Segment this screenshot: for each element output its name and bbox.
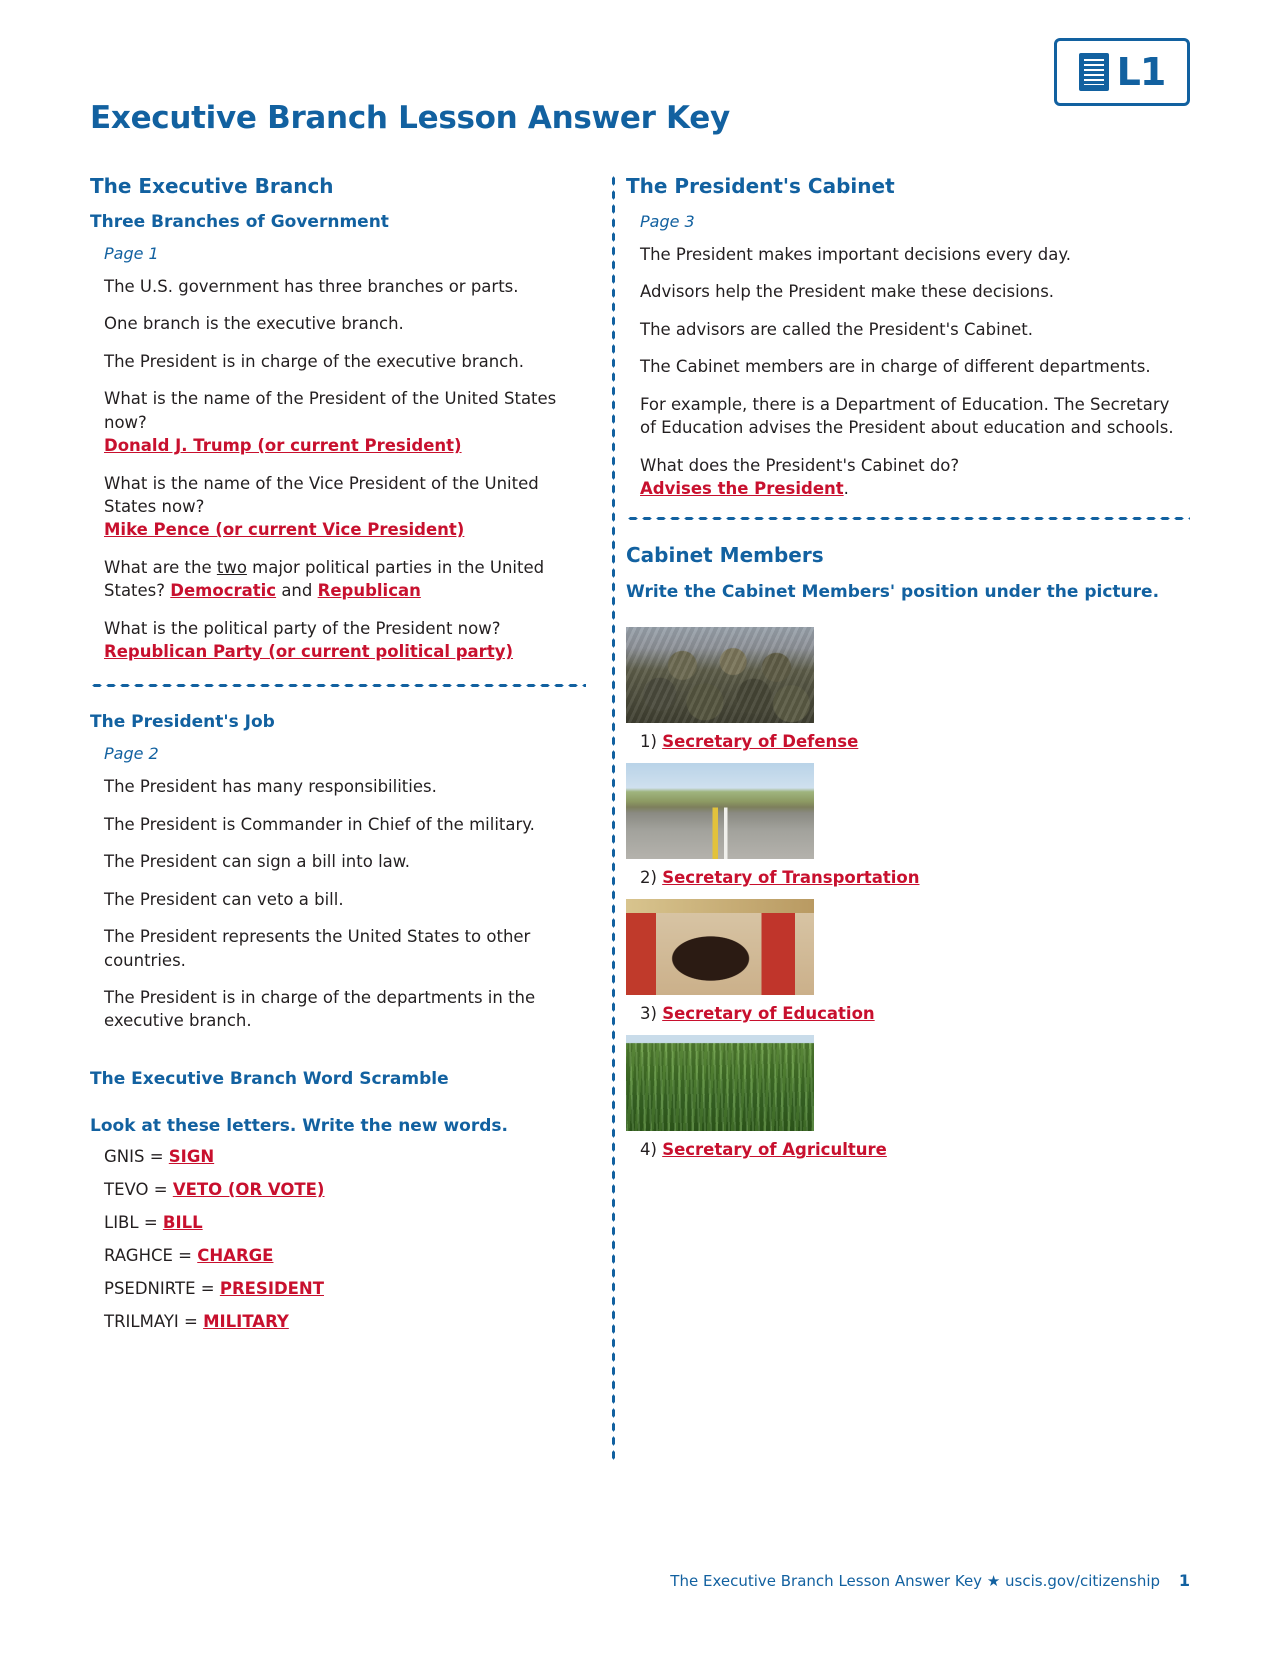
subsection-heading-three-branches: Three Branches of Government xyxy=(90,212,389,232)
question-answer-block xyxy=(104,556,586,603)
question-answer-block xyxy=(104,387,586,457)
scramble-letters: GNIS = xyxy=(104,1146,169,1166)
subsection-heading-word-scramble: The Executive Branch Word Scramble xyxy=(90,1068,449,1089)
cabinet-caption xyxy=(640,1004,1190,1023)
section-divider xyxy=(626,516,1190,521)
question-text-part: major political parties in the United States? xyxy=(104,557,545,601)
question-answer-block xyxy=(104,472,586,542)
scramble-letters: TEVO = xyxy=(104,1179,173,1199)
answer-text: SIGN xyxy=(168,1146,215,1166)
body-text: The President makes important decisions every day. xyxy=(640,245,1072,264)
answer-text: MILITARY xyxy=(203,1311,289,1331)
cabinet-member-item xyxy=(626,899,1190,1023)
document-icon xyxy=(1079,53,1109,91)
subsection-heading-presidents-job: The President's Job xyxy=(90,712,275,733)
cabinet-member-item xyxy=(626,763,1190,887)
desert-highway-photo xyxy=(626,763,814,859)
page-reference-2: Page 2 xyxy=(104,744,159,764)
body-text: The President can veto a bill. xyxy=(104,889,344,909)
list-item xyxy=(104,1180,586,1199)
section-divider xyxy=(90,683,586,688)
list-item xyxy=(104,1147,586,1166)
answer-text: VETO (OR VOTE) xyxy=(172,1179,325,1199)
body-text: The President is in charge of the executive branch. xyxy=(104,351,524,371)
answer-text: Secretary of Education xyxy=(662,1004,875,1024)
question-text: What does the President's Cabinet do? xyxy=(640,455,960,475)
answer-text: Republican xyxy=(317,581,421,601)
body-text: One branch is the executive branch. xyxy=(104,314,404,334)
body-text: The U.S. government has three branches or parts. xyxy=(104,277,519,296)
question-text: What is the name of the President of the United States now? xyxy=(104,389,557,432)
item-number: 2) xyxy=(640,868,657,888)
body-text: The President has many responsibilities. xyxy=(104,777,437,797)
body-text: For example, there is a Department of Education. The Secretary of Education advises the President about education and schools. xyxy=(640,394,1174,438)
section-heading-executive-branch: The Executive Branch xyxy=(90,174,334,198)
right-column xyxy=(626,174,1190,1464)
cabinet-caption xyxy=(640,732,1190,751)
child-in-classroom-photo xyxy=(626,899,814,995)
page-number: 1 xyxy=(1178,1571,1190,1590)
answer-text: Secretary of Defense xyxy=(662,732,859,752)
question-text: What is the name of the Vice President of the United States now? xyxy=(104,473,539,516)
list-item xyxy=(104,1279,586,1298)
lesson-level-badge xyxy=(1054,38,1190,106)
dotted-line xyxy=(611,174,616,1464)
answer-text: Advises the President xyxy=(640,478,844,498)
item-number: 4) xyxy=(640,1140,657,1160)
conjunction: and xyxy=(276,581,318,601)
left-column xyxy=(90,174,600,1464)
answer-text: CHARGE xyxy=(197,1245,274,1265)
body-text: The President is in charge of the departments in the executive branch. xyxy=(104,988,536,1031)
answer-text: Mike Pence (or current Vice President) xyxy=(104,520,465,540)
footer-text: The Executive Branch Lesson Answer Key ★ uscis.gov/citizenship xyxy=(670,1572,1161,1590)
column-divider xyxy=(600,174,626,1464)
lesson-level-label: L1 xyxy=(1116,50,1166,94)
page-reference-3: Page 3 xyxy=(640,212,695,231)
answer-text: Secretary of Transportation xyxy=(662,868,920,888)
answer-text: BILL xyxy=(162,1212,203,1232)
cabinet-member-item xyxy=(626,1035,1190,1159)
answer-text: Secretary of Agriculture xyxy=(662,1140,887,1160)
scramble-letters: RAGHCE = xyxy=(104,1245,198,1265)
answer-text: PRESIDENT xyxy=(219,1278,324,1298)
list-item xyxy=(104,1246,586,1265)
question-text: What is the political party of the President now? xyxy=(104,618,501,638)
word-scramble-list xyxy=(90,1147,586,1331)
body-text: Advisors help the President make these decisions. xyxy=(640,282,1055,302)
cabinet-caption xyxy=(640,868,1190,887)
cabinet-members-instruction: Write the Cabinet Members' position under the picture. xyxy=(626,582,1160,603)
section-heading-presidents-cabinet: The President's Cabinet xyxy=(626,174,895,198)
item-number: 1) xyxy=(640,732,657,752)
item-number: 3) xyxy=(640,1004,657,1024)
scramble-letters: LIBL = xyxy=(104,1212,163,1232)
body-text: The President is Commander in Chief of the military. xyxy=(104,814,535,834)
page-title: Executive Branch Lesson Answer Key xyxy=(90,100,730,136)
answer-text: Donald J. Trump (or current President) xyxy=(104,436,462,456)
cabinet-caption xyxy=(640,1140,1190,1159)
page-reference-1: Page 1 xyxy=(104,244,159,263)
body-text: The advisors are called the President's Cabinet. xyxy=(640,319,1034,339)
body-text: The Cabinet members are in charge of different departments. xyxy=(640,357,1151,377)
question-answer-block xyxy=(640,454,1190,501)
emphasis-two: two xyxy=(216,557,247,577)
body-text: The President can sign a bill into law. xyxy=(104,852,410,872)
question-text-part: What are the xyxy=(104,557,217,577)
soldiers-saluting-photo xyxy=(626,627,814,723)
answer-text: Democratic xyxy=(170,581,277,601)
word-scramble-instruction: Look at these letters. Write the new words. xyxy=(90,1115,508,1136)
scramble-letters: TRILMAYI = xyxy=(104,1311,204,1331)
scramble-letters: PSEDNIRTE = xyxy=(104,1278,220,1298)
cabinet-member-item xyxy=(626,627,1190,751)
question-answer-block xyxy=(104,617,586,664)
page-footer xyxy=(90,1571,1190,1590)
cornfield-photo xyxy=(626,1035,814,1131)
answer-period: . xyxy=(843,478,849,498)
list-item xyxy=(104,1213,586,1232)
content-columns xyxy=(90,174,1190,1464)
answer-text: Republican Party (or current political party) xyxy=(104,642,514,662)
list-item xyxy=(104,1312,586,1331)
body-text: The President represents the United States to other countries. xyxy=(104,927,531,970)
section-heading-cabinet-members: Cabinet Members xyxy=(626,543,824,568)
